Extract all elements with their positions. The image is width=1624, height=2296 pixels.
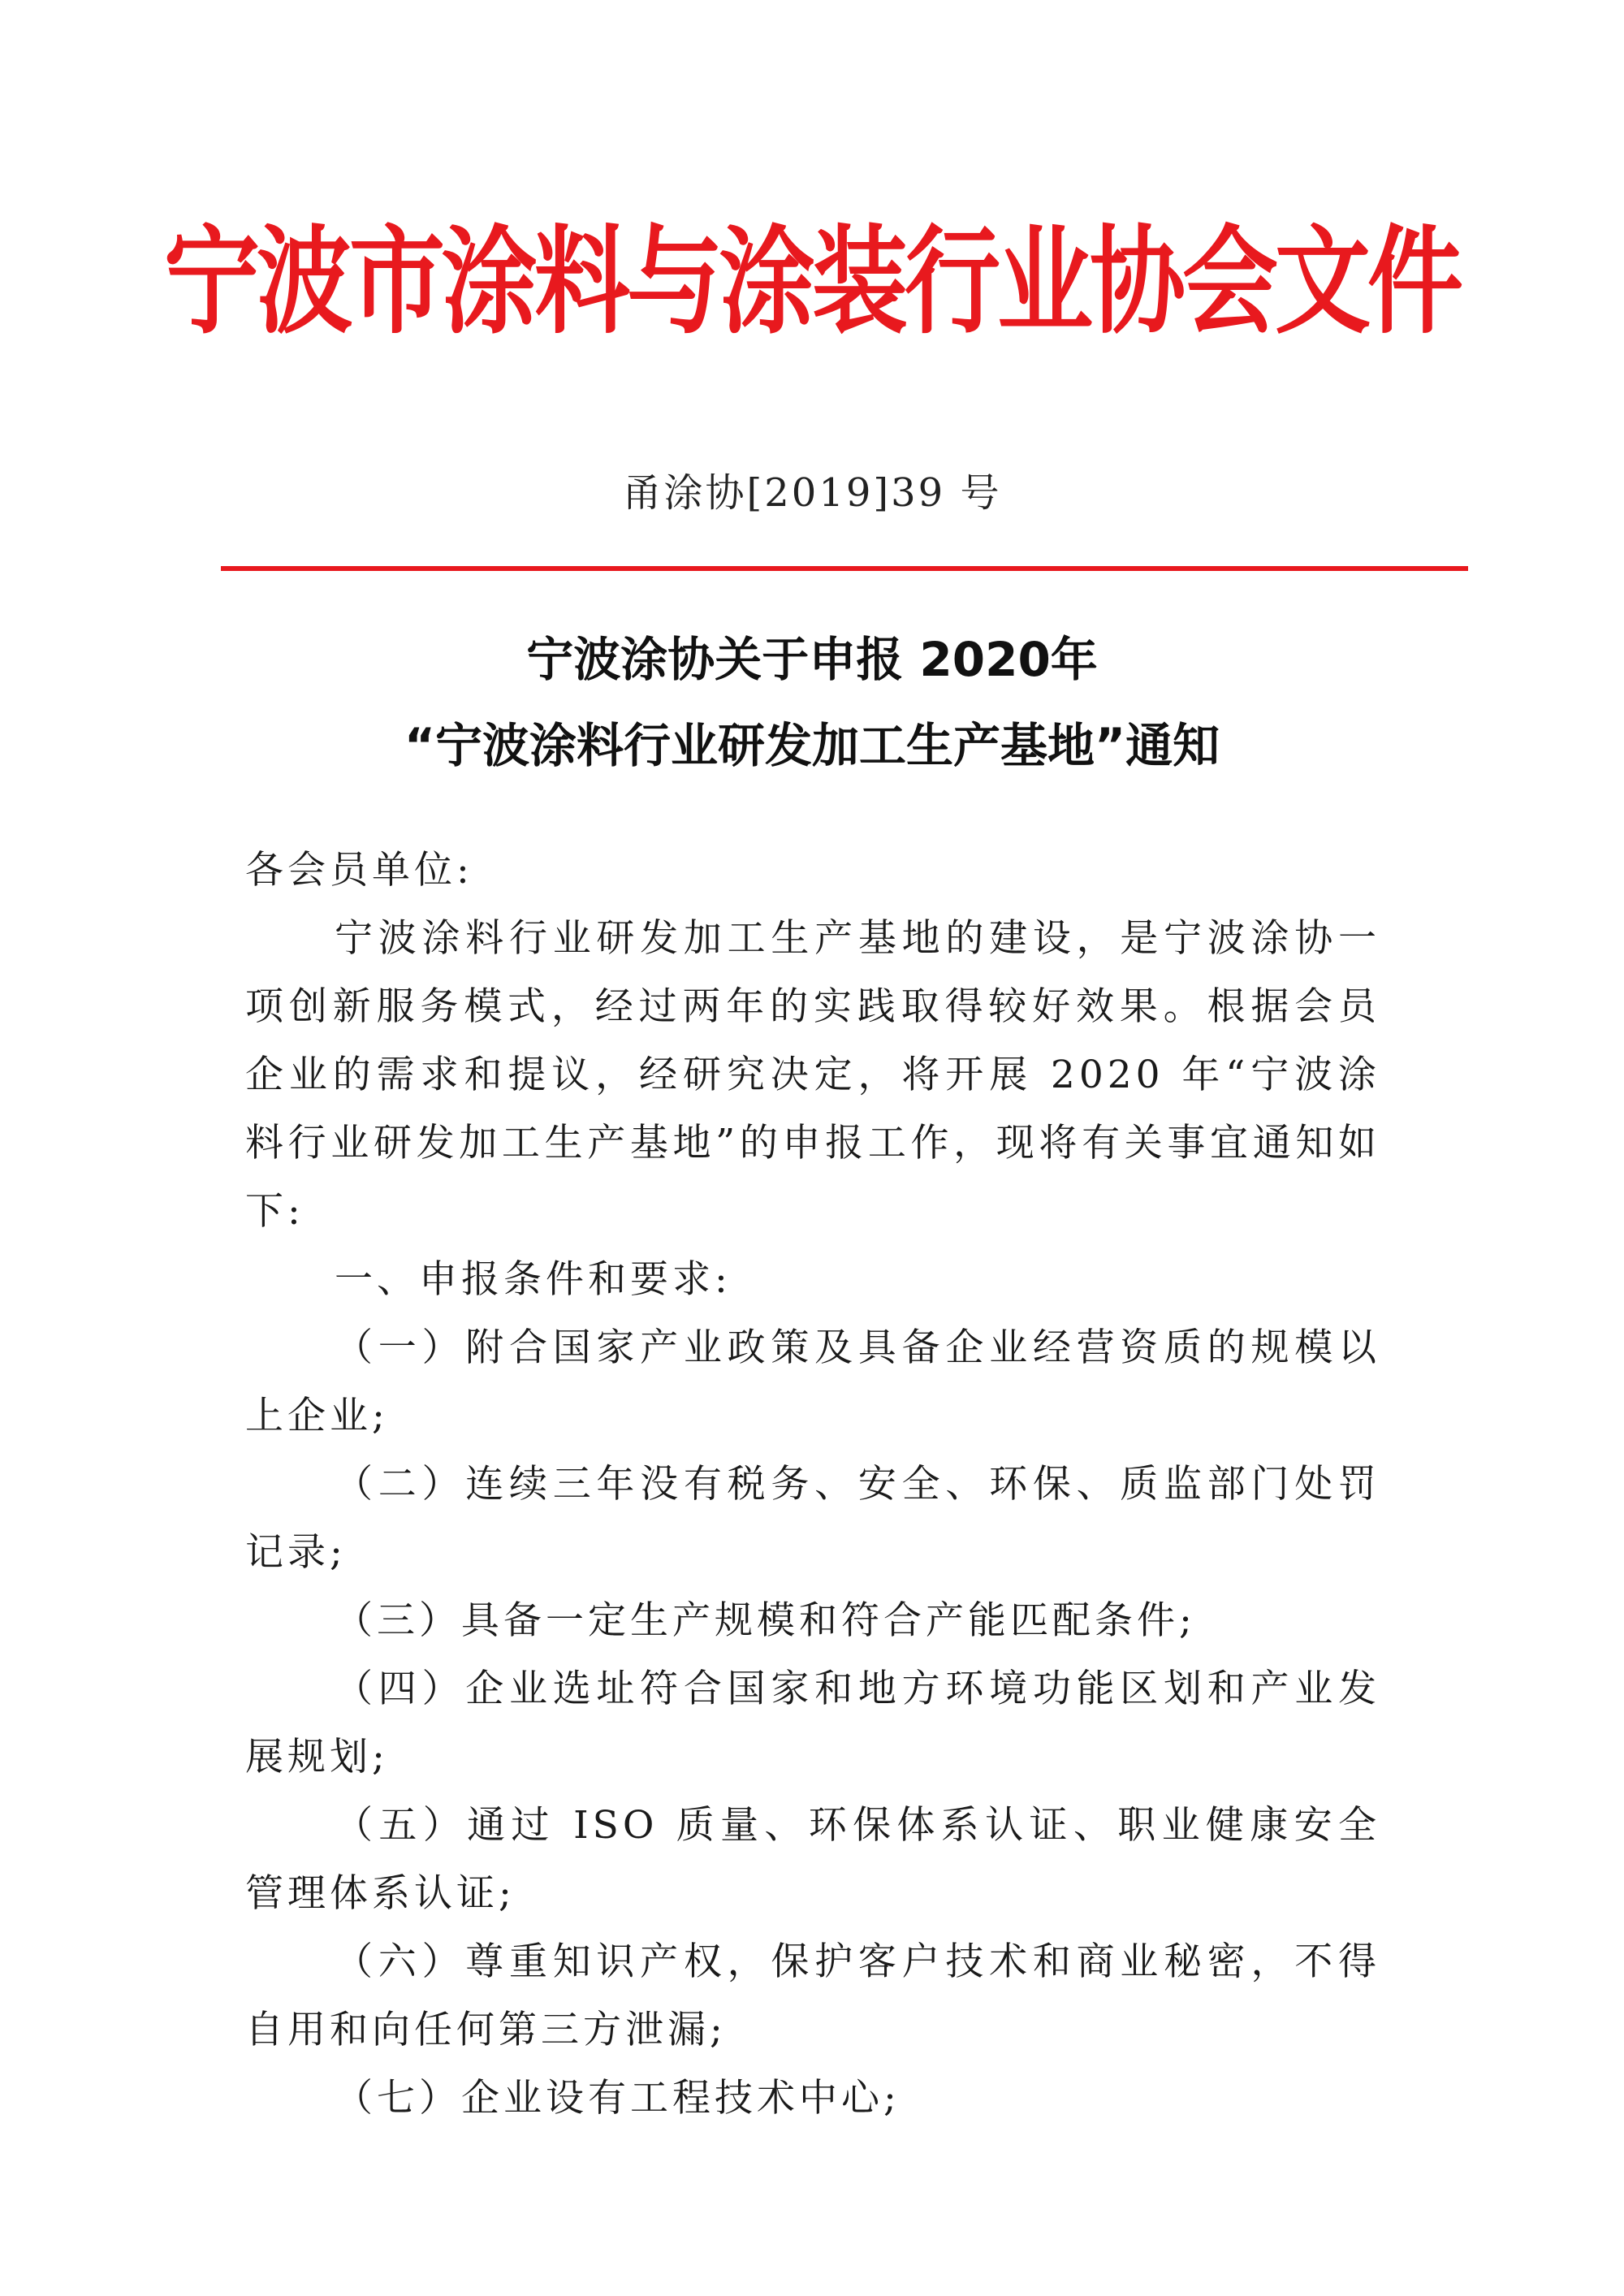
salutation: 各会员单位: <box>245 848 473 893</box>
requirement-item-3: （三）具备一定生产规模和符合产能匹配条件; <box>335 1598 1196 1643</box>
requirement-item-5: （五）通过 ISO 质量、环保体系认证、职业健康安全管理体系认证; <box>245 1803 1380 1916</box>
intro-paragraph: 宁波涂料行业研发加工生产基地的建设，是宁波涂协一项创新服务模式，经过两年的实践取得较好效果。根据会员企业的需求和提议，经研究决定，将开展 2020 年“宁波涂料行业研发加工生产基地”的申报工作，现将有关事宜通知如下: <box>245 916 1380 1234</box>
requirement-item-2: （二）连续三年没有税务、安全、环保、质监部门处罚记录; <box>245 1462 1380 1575</box>
header-divider <box>221 566 1468 571</box>
section-heading-1: 一、申报条件和要求: <box>335 1257 732 1302</box>
requirement-item-1: （一）附合国家产业政策及具备企业经营资质的规模以上企业; <box>245 1325 1380 1438</box>
notice-title-line-1: 宁波涂协关于申报 2020年 <box>526 632 1098 687</box>
requirement-item-7: （七）企业设有工程技术中心; <box>335 2076 901 2121</box>
document-number: 甬涂协[2019]39 号 <box>622 470 1002 516</box>
notice-title-line-2: “宁波涂料行业研发加工生产基地”通知 <box>404 718 1220 773</box>
requirement-item-4: （四）企业选址符合国家和地方环境功能区划和产业发展规划; <box>245 1667 1380 1779</box>
notice-body <box>245 837 1380 2133</box>
document-header-title: 宁波市涂料与涂装行业协会文件 <box>163 212 1460 350</box>
requirement-item-6: （六）尊重知识产权，保护客户技术和商业秘密，不得自用和向任何第三方泄漏; <box>245 1939 1380 2052</box>
